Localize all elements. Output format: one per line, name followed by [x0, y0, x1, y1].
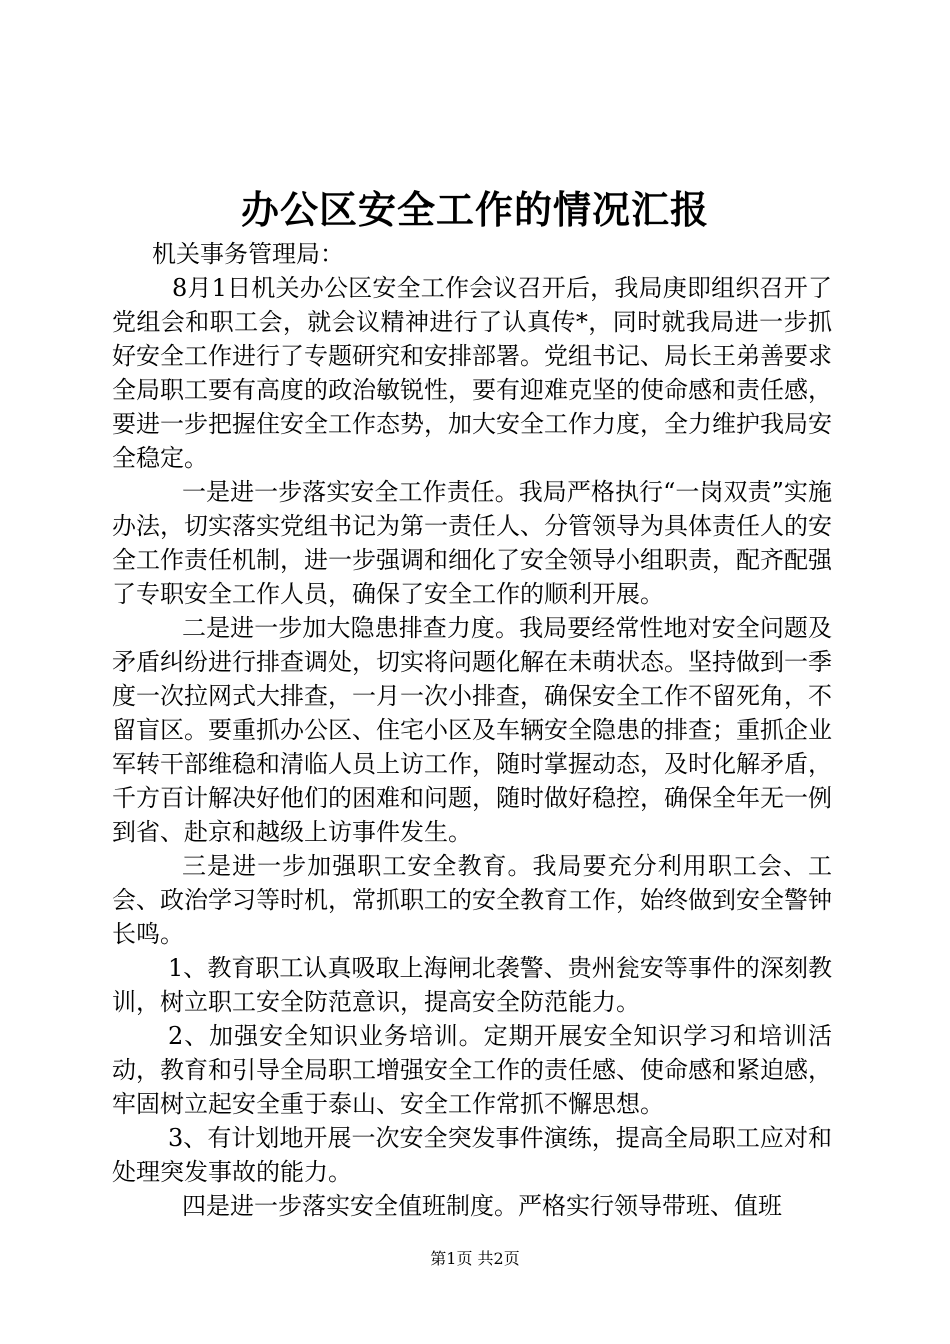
paragraph-point-three: 三是进一步加强职工安全教育。我局要充分利用职工会、工会、政治学习等时机，常抓职工的安全教育工作，始终做到安全警钟长鸣。 — [112, 852, 832, 948]
paragraph-item-3: 3、有计划地开展一次安全突发事件演练，提高全局职工应对和处理突发事故的能力。 — [112, 1124, 832, 1186]
paragraph-point-two: 二是进一步加大隐患排查力度。我局要经常性地对安全问题及矛盾纠纷进行排查调处，切实将问题化解在未萌状态。坚持做到一季度一次拉网式大排查，一月一次小排查，确保安全工作不留死角，不留盲区。要重抓办公区、住宅小区及车辆安全隐患的排查；重抓企业军转干部维稳和清临人员上访工作，随时掌握动态，及时化解矛盾，千方百计解决好他们的困难和问题，随时做好稳控，确保全年无一例到省、赴京和越级上访事件发生。 — [112, 614, 832, 846]
paragraph-point-one: 一是进一步落实安全工作责任。我局严格执行“一岗双责”实施办法，切实落实党组书记为第一责任人、分管领导为具体责任人的安全工作责任机制，进一步强调和细化了安全领导小组职责，配齐配强了专职安全工作人员，确保了安全工作的顺利开展。 — [112, 478, 832, 608]
document-title: 办公区安全工作的情况汇报 — [240, 187, 709, 232]
paragraph-intro: 8月1日机关办公区安全工作会议召开后，我局庚即组织召开了党组会和职工会，就会议精神进行了认真传*，同时就我局进一步抓好安全工作进行了专题研究和安排部署。党组书记、局长王弟善要求全局职工要有高度的政治敏锐性，要有迎难克坚的使命感和责任感，要进一步把握住安全工作态势，加大安全工作力度，全力维护我局安全稳定。 — [112, 274, 832, 472]
paragraph-item-1: 1、教育职工认真吸取上海闸北袭警、贵州瓮安等事件的深刻教训，树立职工安全防范意识，提高安全防范能力。 — [112, 954, 832, 1016]
paragraph-item-2: 2、加强安全知识业务培训。定期开展安全知识学习和培训活动，教育和引导全局职工增强安全工作的责任感、使命感和紧迫感，牢固树立起安全重于泰山、安全工作常抓不懈思想。 — [112, 1022, 832, 1118]
paragraph-point-four: 四是进一步落实安全值班制度。严格实行领导带班、值班 — [182, 1192, 782, 1220]
salutation: 机关事务管理局： — [152, 240, 344, 268]
page-footer: 第1页 共2页 — [430, 1249, 520, 1268]
document-body — [112, 237, 832, 1223]
